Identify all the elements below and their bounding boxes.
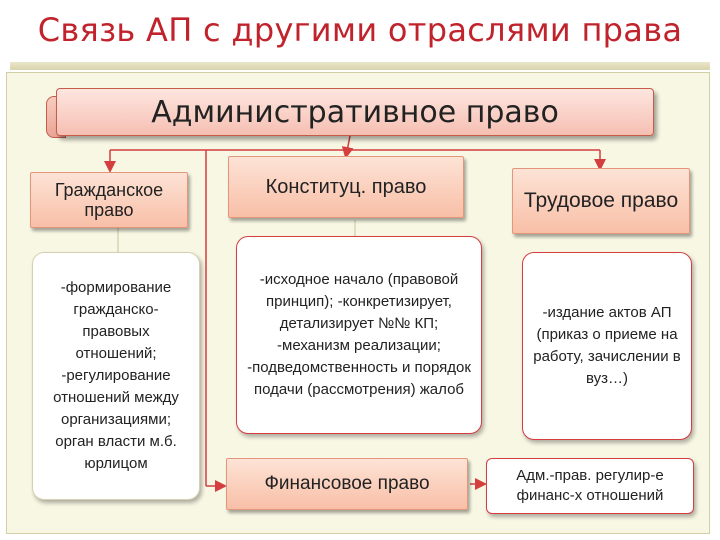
civil-law-label: Гражданское право xyxy=(54,180,164,220)
labor-law-box xyxy=(512,168,690,234)
connector-to-const xyxy=(346,136,350,156)
labor-law-description-text: -издание актов АП (приказ о приеме на работу, зачислении в вуз…) xyxy=(533,304,681,387)
financial-law-description-text: Адм.-прав. регулир-е финанс-х отношений xyxy=(516,467,664,504)
civil-law-description xyxy=(32,252,200,500)
financial-law-label: Финансовое право xyxy=(264,473,430,494)
labor-law-description xyxy=(522,252,692,440)
constitutional-law-description-text: -исходное начало (правовой принцип); -конкретизирует, детализирует №№ КП; -механизм реализации; -подведомственность и порядок подачи (рассмотрения) жалоб xyxy=(247,271,471,398)
civil-law-box xyxy=(30,172,188,228)
administrative-law-banner: Административное право xyxy=(56,88,654,136)
slide-title: Связь АП с другими отраслями права xyxy=(37,11,683,49)
financial-law-description xyxy=(486,458,694,514)
civil-law-description-text: -формирование гражданско-правовых отношений; -регулирование отношений между организациями; орган власти м.б. юрлицом xyxy=(53,279,179,472)
labor-law-label: Трудовое право xyxy=(523,189,679,212)
constitutional-law-description xyxy=(236,236,482,434)
constitutional-law-box xyxy=(228,156,464,218)
constitutional-law-label: Конституц. право xyxy=(265,175,427,198)
financial-law-box xyxy=(226,458,468,510)
